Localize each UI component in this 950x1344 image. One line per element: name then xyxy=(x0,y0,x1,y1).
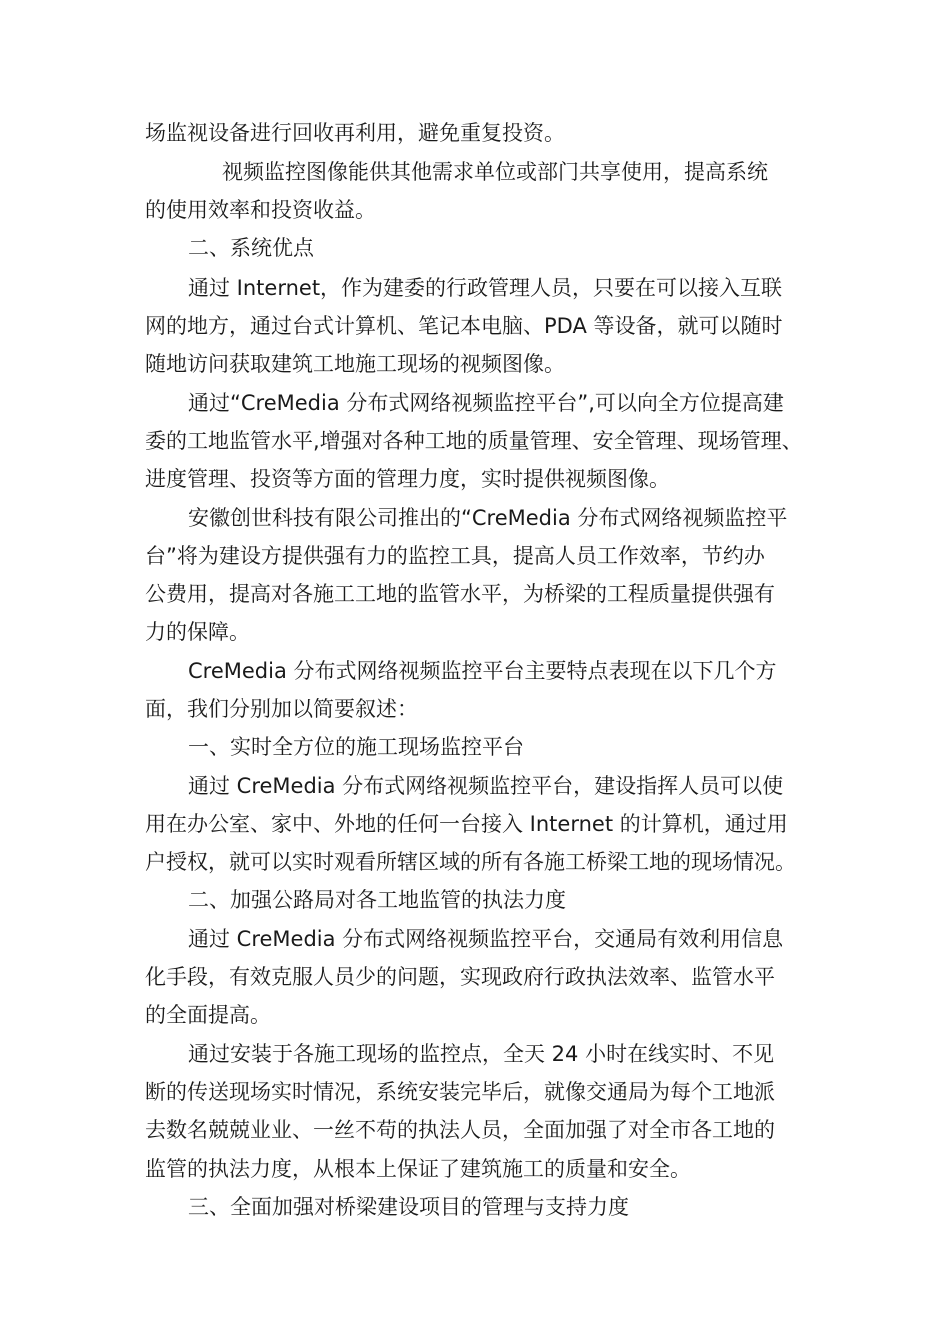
paragraph-start: 通过“CreMedia 分布式网络视频监控平台”,可以向全方位提高建 xyxy=(188,391,784,415)
text-line: 公费用，提高对各施工工地的监管水平，为桥梁的工程质量提供强有 xyxy=(145,582,775,606)
paragraph-start: CreMedia 分布式网络视频监控平台主要特点表现在以下几个方 xyxy=(188,659,777,683)
paragraph-start: 通过 CreMedia 分布式网络视频监控平台，建设指挥人员可以使 xyxy=(188,774,784,798)
paragraph-start: 通过安装于各施工现场的监控点，全天 24 小时在线实时、不见 xyxy=(188,1042,775,1066)
text-line: 场监视设备进行回收再利用，避免重复投资。 xyxy=(145,121,565,145)
text-line: 用在办公室、家中、外地的任何一台接入 Internet 的计算机，通过用 xyxy=(145,812,788,836)
section-heading: 二、系统优点 xyxy=(188,236,314,260)
text-line: 化手段，有效克服人员少的问题，实现政府行政执法效率、监管水平 xyxy=(145,965,775,989)
section-heading: 一、实时全方位的施工现场监控平台 xyxy=(188,735,524,759)
paragraph-start: 视频监控图像能供其他需求单位或部门共享使用，提高系统 xyxy=(222,160,768,184)
paragraph-start: 通过 Internet，作为建委的行政管理人员，只要在可以接入互联 xyxy=(188,276,783,300)
text-line: 随地访问获取建筑工地施工现场的视频图像。 xyxy=(145,352,565,376)
text-line: 断的传送现场实时情况，系统安装完毕后，就像交通局为每个工地派 xyxy=(145,1080,775,1104)
text-line: 户授权，就可以实时观看所辖区域的所有各施工桥梁工地的现场情况。 xyxy=(145,850,796,874)
paragraph-start: 通过 CreMedia 分布式网络视频监控平台，交通局有效利用信息 xyxy=(188,927,784,951)
paragraph-start: 安徽创世科技有限公司推出的“CreMedia 分布式网络视频监控平 xyxy=(188,506,788,530)
text-line: 面，我们分别加以简要叙述： xyxy=(145,697,418,721)
text-line: 监管的执法力度，从根本上保证了建筑施工的质量和安全。 xyxy=(145,1157,691,1181)
text-line: 力的保障。 xyxy=(145,620,250,644)
section-heading: 三、全面加强对桥梁建设项目的管理与支持力度 xyxy=(188,1195,629,1219)
text-line: 去数名兢兢业业、一丝不苟的执法人员，全面加强了对全市各工地的 xyxy=(145,1118,775,1142)
text-line: 的使用效率和投资收益。 xyxy=(145,198,376,222)
text-line: 委的工地监管水平,增强对各种工地的质量管理、安全管理、现场管理、 xyxy=(145,429,803,453)
text-line: 网的地方，通过台式计算机、笔记本电脑、PDA 等设备，就可以随时 xyxy=(145,314,783,338)
text-line: 的全面提高。 xyxy=(145,1003,271,1027)
text-line: 进度管理、投资等方面的管理力度，实时提供视频图像。 xyxy=(145,467,670,491)
section-heading: 二、加强公路局对各工地监管的执法力度 xyxy=(188,888,566,912)
text-line: 台”将为建设方提供强有力的监控工具，提高人员工作效率，节约办 xyxy=(145,544,765,568)
